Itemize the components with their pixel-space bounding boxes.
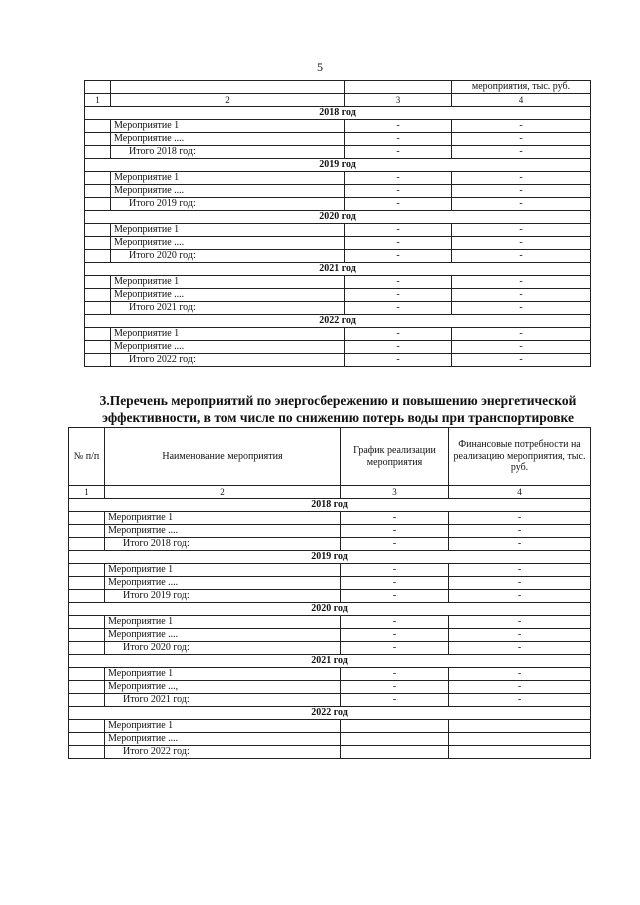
total-label: Итого 2021 год: [105,694,341,707]
event-finance [449,733,591,746]
total-finance: - [449,694,591,707]
event-name: Мероприятие 1 [111,276,345,289]
event-schedule: - [341,512,449,525]
event-name: Мероприятие 1 [105,564,341,577]
event-schedule: - [345,224,452,237]
total-row [85,250,591,263]
row-number [85,237,111,250]
column-number: 3 [345,94,452,107]
total-row [85,302,591,315]
row-number [85,328,111,341]
table-row [85,172,591,185]
table-row [69,616,591,629]
row-number [69,694,105,707]
total-label: Итого 2019 год: [111,198,345,211]
row-number [69,642,105,655]
column-number: 2 [111,94,345,107]
total-row [69,746,591,759]
row-number [69,681,105,694]
header-cell-number [85,81,111,94]
total-label: Итого 2018 год: [105,538,341,551]
table-row [69,720,591,733]
event-schedule: - [341,525,449,538]
event-name: Мероприятие .... [105,577,341,590]
event-name: Мероприятие .... [105,733,341,746]
row-number [69,746,105,759]
total-finance: - [452,146,591,159]
event-finance: - [452,185,591,198]
event-name: Мероприятие .... [105,629,341,642]
year-row [69,655,591,668]
table-row [69,733,591,746]
column-numbers-row [69,486,591,499]
total-schedule: - [345,354,452,367]
total-finance [449,746,591,759]
table-row [85,328,591,341]
row-number [85,133,111,146]
table-row [85,276,591,289]
event-finance: - [449,681,591,694]
row-number [85,354,111,367]
year-label: 2020 год [69,603,591,616]
section-title: 3.Перечень мероприятий по энергосбережению и повышению энергетической эффективности, в том числе по снижению потерь воды при транспортировке [99,393,577,425]
total-finance: - [449,590,591,603]
header-cell-name [111,81,345,94]
row-number [69,616,105,629]
header-cell-name: Наименование мероприятия [105,428,341,486]
event-name: Мероприятие .... [111,133,345,146]
column-number: 2 [105,486,341,499]
year-label: 2021 год [85,263,591,276]
row-number [69,512,105,525]
row-number [85,224,111,237]
event-name: Мероприятие 1 [105,616,341,629]
total-schedule: - [345,198,452,211]
event-schedule: - [341,668,449,681]
event-name: Мероприятие 1 [105,720,341,733]
table-row [69,525,591,538]
total-row [69,538,591,551]
year-label: 2019 год [85,159,591,172]
year-row [85,315,591,328]
year-label: 2021 год [69,655,591,668]
total-label: Итого 2020 год: [111,250,345,263]
total-row [85,146,591,159]
event-schedule: - [345,185,452,198]
event-finance: - [449,564,591,577]
total-row [85,198,591,211]
row-number [85,302,111,315]
year-row [69,551,591,564]
year-label: 2018 год [85,107,591,120]
row-number [85,198,111,211]
row-number [85,289,111,302]
event-name: Мероприятие .... [111,237,345,250]
year-row [85,263,591,276]
total-finance: - [452,250,591,263]
event-name: Мероприятие .... [111,289,345,302]
event-name: Мероприятие 1 [111,172,345,185]
total-schedule: - [341,538,449,551]
row-number [69,720,105,733]
total-finance: - [452,354,591,367]
table-row [85,224,591,237]
table-header-row [85,81,591,94]
event-finance: - [449,616,591,629]
row-number [85,276,111,289]
event-finance: - [449,629,591,642]
total-label: Итого 2021 год: [111,302,345,315]
total-schedule: - [341,694,449,707]
row-number [69,590,105,603]
event-finance: - [449,668,591,681]
total-row [69,590,591,603]
column-number: 4 [452,94,591,107]
row-number [69,538,105,551]
total-row [69,694,591,707]
column-numbers-row [85,94,591,107]
event-finance: - [452,133,591,146]
event-finance: - [452,289,591,302]
event-schedule: - [341,577,449,590]
row-number [69,629,105,642]
year-row [85,159,591,172]
event-name: Мероприятие 1 [111,224,345,237]
row-number [85,185,111,198]
total-finance: - [452,302,591,315]
event-schedule: - [345,133,452,146]
year-row [85,107,591,120]
event-schedule: - [341,616,449,629]
event-schedule: - [345,120,452,133]
event-schedule: - [341,564,449,577]
table-row [85,341,591,354]
event-schedule: - [345,172,452,185]
row-number [69,577,105,590]
event-finance: - [452,276,591,289]
row-number [69,668,105,681]
year-label: 2022 год [69,707,591,720]
event-name: Мероприятие ..., [105,681,341,694]
event-finance: - [452,341,591,354]
event-schedule: - [341,681,449,694]
event-finance: - [452,120,591,133]
total-schedule: - [345,302,452,315]
event-name: Мероприятие 1 [105,668,341,681]
row-number [69,525,105,538]
header-cell-schedule [345,81,452,94]
total-schedule [341,746,449,759]
total-label: Итого 2018 год: [111,146,345,159]
row-number [85,120,111,133]
event-name: Мероприятие 1 [105,512,341,525]
event-finance: - [449,512,591,525]
header-cell-schedule: График реализации мероприятия [341,428,449,486]
year-row [69,603,591,616]
event-schedule [341,733,449,746]
total-schedule: - [345,146,452,159]
event-schedule: - [345,237,452,250]
table-row [85,289,591,302]
table-row [85,237,591,250]
table-row [69,668,591,681]
year-row [85,211,591,224]
column-number: 1 [85,94,111,107]
year-row [69,499,591,512]
row-number [85,341,111,354]
event-name: Мероприятие .... [111,185,345,198]
table-row [69,577,591,590]
page-number: 5 [317,60,323,74]
year-label: 2020 год [85,211,591,224]
column-number: 3 [341,486,449,499]
event-schedule: - [345,276,452,289]
events-table-continued [84,80,591,367]
event-schedule: - [341,629,449,642]
column-number: 1 [69,486,105,499]
table-row [69,681,591,694]
year-row [69,707,591,720]
total-schedule: - [341,590,449,603]
total-label: Итого 2020 год: [105,642,341,655]
event-name: Мероприятие .... [105,525,341,538]
row-number [85,146,111,159]
row-number [69,564,105,577]
table-row [85,185,591,198]
event-finance: - [449,577,591,590]
table-row [69,564,591,577]
event-finance: - [452,237,591,250]
header-cell-finance: Финансовые потребности на реализацию мероприятия, тыс. руб. [449,428,591,486]
header-cell-finance: мероприятия, тыс. руб. [452,81,591,94]
row-number [69,733,105,746]
table-row [69,512,591,525]
event-name: Мероприятие 1 [111,120,345,133]
event-finance: - [452,328,591,341]
event-schedule [341,720,449,733]
column-number: 4 [449,486,591,499]
year-label: 2019 год [69,551,591,564]
total-row [69,642,591,655]
event-finance: - [452,172,591,185]
event-finance [449,720,591,733]
total-label: Итого 2022 год: [105,746,341,759]
event-schedule: - [345,341,452,354]
table-row [69,629,591,642]
total-finance: - [449,642,591,655]
year-label: 2018 год [69,499,591,512]
event-finance: - [449,525,591,538]
total-label: Итого 2019 год: [105,590,341,603]
event-name: Мероприятие .... [111,341,345,354]
row-number [85,250,111,263]
total-finance: - [449,538,591,551]
total-finance: - [452,198,591,211]
total-schedule: - [341,642,449,655]
table-row [85,120,591,133]
table-header-row [69,428,591,486]
energy-saving-events-table [68,427,591,759]
row-number [85,172,111,185]
event-schedule: - [345,328,452,341]
total-row [85,354,591,367]
event-name: Мероприятие 1 [111,328,345,341]
table-row [85,133,591,146]
event-schedule: - [345,289,452,302]
total-schedule: - [345,250,452,263]
total-label: Итого 2022 год: [111,354,345,367]
year-label: 2022 год [85,315,591,328]
event-finance: - [452,224,591,237]
header-cell-number: № п/п [69,428,105,486]
